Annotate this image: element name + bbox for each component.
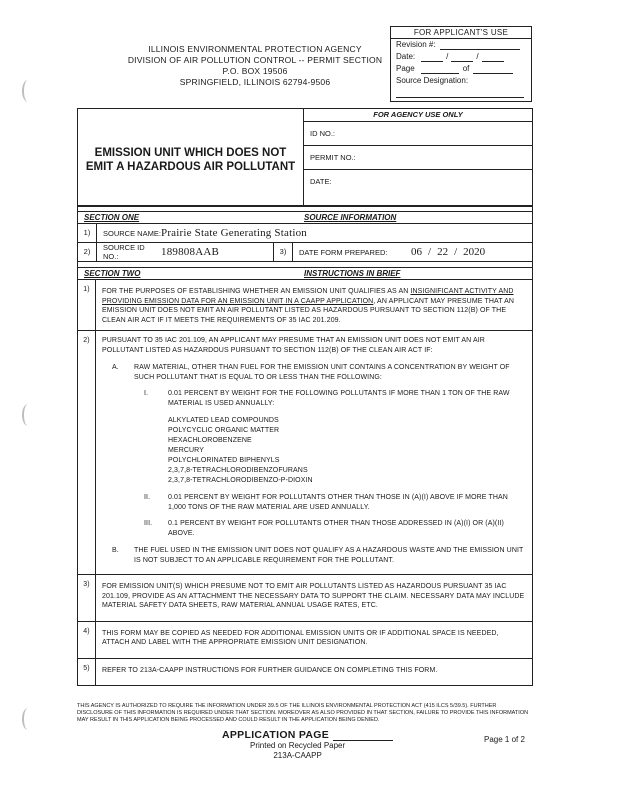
source-id-row: 2) SOURCE ID NO.: 189808AAB 3) DATE FORM PREPARED: 06 / 22 / 2020 [78,243,532,262]
recycled-paper-note: Printed on Recycled Paper [250,741,346,750]
source-designation-field[interactable] [391,75,531,87]
source-id-label: SOURCE ID NO.: [103,243,145,261]
pollutant-item: ALKYLATED LEAD COMPOUNDS [168,417,279,424]
disclosure-notice: THIS AGENCY IS AUTHORIZED TO REQUIRE THE INFORMATION UNDER 39.5 OF THE ILLINOIS ENVIRONMENTAL PROTECTION ACT (415 ILCS 5/39.5). FURTHER DISCLOSURE OF THIS INFORMATION IS REQUIRED UNDER THAT SECTION. MOREOVER AS ALSO PROVIDED IN THAT SECTION, FAILURE TO PROVIDE THIS INFORMATION MAY RESULT IN THIS APPLICATION BEING PROCESSED AND COULD RESULT IN THE APPLICATION BEING DENIED. [77,703,529,723]
instruction-3 [78,575,532,622]
agency-name: ILLINOIS ENVIRONMENTAL PROTECTION AGENCY [148,44,362,54]
application-page-text: APPLICATION PAGE [222,729,330,741]
pollutant-item: 2,3,7,8-TETRACHLORODIBENZO-P-DIOXIN [168,477,313,484]
id-no-field[interactable] [304,122,532,146]
punch-hole-mark [22,708,34,730]
punch-hole-mark [22,80,34,102]
instruction-5 [78,659,532,686]
agency-use-box [304,109,532,205]
section-two-header [78,267,532,280]
revision-blank[interactable] [440,41,520,50]
instruction-3-number: 3) [78,575,96,621]
date-prepared-month[interactable]: 06 [411,246,422,258]
section-one-label: SECTION ONE [84,213,140,222]
agency-use-header: FOR AGENCY USE ONLY [304,109,532,122]
permit-no-field[interactable] [304,146,532,170]
page-label: Page [396,64,415,73]
date-field[interactable]: Date: / / [391,51,531,63]
source-name-label: SOURCE NAME: [103,228,161,238]
instruction-1-number: 1) [78,280,96,330]
form-number: 213A-CAAPP [273,751,322,760]
date-month-blank[interactable] [421,53,443,62]
instruction-5-number: 5) [78,659,96,686]
instruction-5-text: REFER TO 213A-CAAPP INSTRUCTIONS FOR FURTHER GUIDANCE ON COMPLETING THIS FORM. [102,666,438,674]
source-name-row [78,224,532,243]
section-one-header [78,211,532,224]
of-label: of [462,64,470,73]
date-prepared-day[interactable]: 22 [437,246,449,258]
item-b [102,546,526,565]
applicant-use-header: FOR APPLICANT'S USE [391,27,531,39]
pollutant-item: POLYCYCLIC ORGANIC MATTER [168,427,280,434]
date-prepared-label: DATE FORM PREPARED: [299,247,388,257]
permit-no-label: PERMIT NO.: [310,153,356,162]
revision-label: Revision #: [396,40,436,49]
date-year-blank[interactable] [482,53,504,62]
item-a-ii [134,493,526,512]
agency-date-field[interactable] [304,170,532,194]
pollutant-item: HEXACHLOROBENZENE [168,437,252,444]
instruction-1-underlined: INSIGNIFICANT ACTIVITY AND PROVIDING EMISSION DATA FOR AN EMISSION UNIT IN A CAAPP APPLICATION [102,288,514,305]
date-day-blank[interactable] [451,53,473,62]
agency-division: DIVISION OF AIR POLLUTION CONTROL -- PERMIT SECTION [127,55,383,65]
pollutant-item: MERCURY [168,447,204,454]
pollutant-item: 2,3,7,8-TETRACHLORODIBENZOFURANS [168,467,308,474]
agency-date-label: DATE: [310,177,332,186]
date-prepared-number: 3) [273,243,293,261]
instruction-4 [78,622,532,659]
form-title [78,109,304,205]
applicant-use-box [390,26,532,102]
id-no-label: ID NO.: [310,129,336,138]
form-header [78,109,532,207]
punch-hole-mark [22,404,34,426]
form-title-line2: EMIT A HAZARDOUS AIR POLLUTANT [85,161,296,173]
date-label: Date: [396,52,416,61]
section-two-title: INSTRUCTIONS IN BRIEF [304,269,401,278]
item-a [102,363,526,538]
item-a-i-key: I. [144,390,149,397]
instruction-1-text-b: , AN APPLICANT MAY PRESUME THAT AN EMISSION UNIT DOES NOT EMIT AN AIR POLLUTANT LISTED AS HAZARDOUS PURSUANT TO SECTION 112(B) OF THE CLEAN AIR ACT IF IT MEETS THE REQUIREMENTS OF 35 IAC 201.209. [102,297,515,324]
pollutant-item: POLYCHLORINATED BIPHENYLS [168,457,280,464]
source-id-number: 2) [78,243,97,261]
item-a-text: RAW MATERIAL, OTHER THAN FUEL FOR THE EMISSION UNIT CONTAINS A CONCENTRATION BY WEIGHT OF SUCH POLLUTANT THAT IS EQUAL TO OR LESS THAN THE FOLLOWING: [134,364,510,381]
page-of-label: Page 1 of 2 [484,735,525,744]
printed-note [250,741,345,761]
page-number-blank[interactable] [421,65,459,74]
instruction-2 [78,331,532,575]
source-name-number: 1) [78,224,97,242]
pollutant-list [168,416,526,486]
section-two-label: SECTION TWO [84,269,141,278]
instruction-2-text: PURSUANT TO 35 IAC 201.109, AN APPLICANT MAY PRESUME THAT AN EMISSION UNIT DOES NOT EMIT AN AIR POLLUTANT LISTED AS HAZARDOUS PURSUANT TO SECTION 112(B) OF THE CLEAN AIR ACT IF: [102,337,485,354]
form-body [77,108,533,686]
instruction-1-text-a: FOR THE PURPOSES OF ESTABLISHING WHETHER AN EMISSION UNIT QUALIFIES AS AN [102,288,411,295]
item-a-iii [134,519,526,538]
instruction-4-number: 4) [78,622,96,658]
instruction-4-text: THIS FORM MAY BE COPIED AS NEEDED FOR ADDITIONAL EMISSION UNITS OR IF ADDITIONAL SPACE IS NEEDED, ATTACH AND LABEL WITH THE APPROPRIATE EMISSION UNIT DESIGNATION. [102,629,499,646]
agency-po-box: P.O. BOX 19506 [222,66,288,76]
item-a-ii-text: 0.01 PERCENT BY WEIGHT FOR POLLUTANTS OTHER THAN THOSE IN (A)(I) ABOVE IF MORE THAN 1,000 TONS OF THE RAW MATERIAL ARE USED ANNUALLY. [168,494,508,511]
instruction-1 [78,280,532,331]
instruction-2-number: 2) [78,331,96,574]
agency-city: SPRINGFIELD, ILLINOIS 62794-9506 [179,77,331,87]
source-id-value[interactable]: 189808AAB [161,246,220,258]
item-b-text: THE FUEL USED IN THE EMISSION UNIT DOES NOT QUALIFY AS A HAZARDOUS WASTE AND THE EMISSION UNIT IS NOT SUBJECT TO AN APPLICABLE REQUIREMENT FOR THE POLLUTANT. [134,547,524,564]
item-b-key: B. [112,547,119,554]
source-name-value[interactable]: Prairie State Generating Station [161,227,307,239]
item-a-i [134,389,526,486]
date-prepared-year[interactable]: 2020 [463,246,486,258]
revision-field[interactable] [391,39,531,51]
application-page-label [222,729,393,741]
item-a-ii-key: II. [144,494,151,501]
page-total-blank[interactable] [473,65,513,74]
section-one-title: SOURCE INFORMATION [304,213,397,222]
source-designation-blank[interactable] [396,89,524,98]
source-designation-label: Source Designation: [396,76,469,85]
page-field[interactable] [391,63,531,75]
instruction-3-text: FOR EMISSION UNIT(S) WHICH PRESUME NOT TO EMIT AIR POLLUTANTS LISTED AS HAZARDOUS PURSUANT 35 IAC 201.109, PROVIDE AS AN ATTACHMENT THE NECESSARY DATA TO SUPPORT THE CLAIM. NECESSARY DATA MAY INCLUDE MATERIAL SAFETY DATA SHEETS, RAW MATERIAL ANNUAL USAGE RATES, ETC. [102,583,525,609]
item-a-i-text: 0.01 PERCENT BY WEIGHT FOR THE FOLLOWING POLLUTANTS IF MORE THAN 1 TON OF THE RAW MATERIAL IS USED ANNUALLY: [168,390,510,407]
agency-header [120,44,390,88]
item-a-iii-text: 0.1 PERCENT BY WEIGHT FOR POLLUTANTS OTHER THAN THOSE ADDRESSED IN (A)(I) OR (A)(II) ABOVE. [168,520,504,537]
form-title-line1: EMISSION UNIT WHICH DOES NOT [94,147,287,159]
item-a-key: A. [112,364,119,371]
item-a-iii-key: III. [144,520,153,527]
